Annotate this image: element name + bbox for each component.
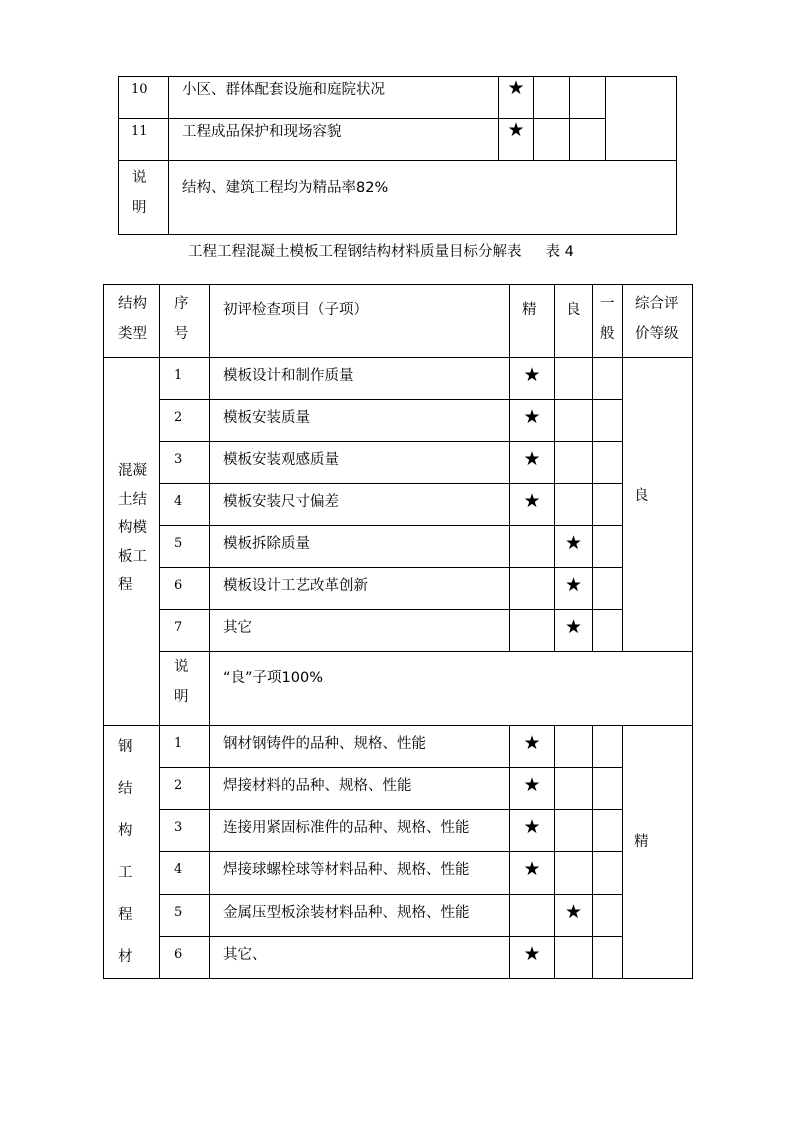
header-good: 良 — [555, 285, 593, 358]
good-mark: ★ — [555, 526, 593, 568]
row-number: 4 — [160, 852, 210, 894]
table-row — [104, 568, 693, 610]
good-mark: ★ — [555, 568, 593, 610]
row-number: 10 — [119, 77, 169, 119]
excellent-mark — [510, 568, 555, 610]
table-caption — [188, 242, 574, 262]
good-mark: ★ — [555, 894, 593, 936]
excellent-mark: ★ — [510, 852, 555, 894]
header-structure-type: 结构 类型 — [104, 285, 160, 358]
inspection-item: 小区、群体配套设施和庭院状况 — [169, 77, 499, 119]
row-number: 2 — [160, 768, 210, 810]
inspection-item: 模板拆除质量 — [210, 526, 510, 568]
table-row — [104, 526, 693, 568]
excellent-mark — [510, 526, 555, 568]
star-mark: ★ — [499, 77, 534, 119]
inspection-item: 金属压型板涂装材料品种、规格、性能 — [210, 894, 510, 936]
row-number: 5 — [160, 526, 210, 568]
structure-type-steel: 钢 结 构 工 程 材 — [104, 726, 160, 979]
top-table — [118, 76, 677, 235]
good-mark — [555, 484, 593, 526]
note-text: “良”子项100% — [210, 652, 693, 726]
good-mark — [555, 358, 593, 400]
overall-rating-steel: 精 — [623, 726, 693, 979]
table-4 — [103, 284, 693, 979]
structure-type-formwork: 混凝 土结 构模 板工 程 — [104, 358, 160, 726]
row-number: 3 — [160, 442, 210, 484]
row-number: 6 — [160, 568, 210, 610]
inspection-item: 连接用紧固标准件的品种、规格、性能 — [210, 810, 510, 852]
header-overall-rating: 综合评 价等级 — [623, 285, 693, 358]
good-mark: ★ — [555, 610, 593, 652]
good-mark — [555, 852, 593, 894]
header-general: 一 般 — [593, 285, 623, 358]
row-number: 11 — [119, 119, 169, 161]
star-mark: ★ — [499, 119, 534, 161]
inspection-item: 工程成品保护和现场容貌 — [169, 119, 499, 161]
caption-title: 工程工程混凝土模板工程钢结构材料质量目标分解表 — [188, 244, 522, 260]
row-number: 3 — [160, 810, 210, 852]
row-number: 7 — [160, 610, 210, 652]
table-row — [104, 726, 693, 768]
header-row — [104, 285, 693, 358]
table-row — [119, 119, 677, 161]
overall-cell — [606, 77, 677, 161]
inspection-item: 模板安装尺寸偏差 — [210, 484, 510, 526]
table-row — [104, 610, 693, 652]
good-mark — [555, 400, 593, 442]
good-mark — [555, 768, 593, 810]
row-number: 4 — [160, 484, 210, 526]
table-row — [104, 810, 693, 852]
excellent-mark: ★ — [510, 358, 555, 400]
row-number: 1 — [160, 358, 210, 400]
good-mark — [555, 726, 593, 768]
excellent-mark: ★ — [510, 484, 555, 526]
inspection-item: 模板安装质量 — [210, 400, 510, 442]
inspection-item: 焊接球螺栓球等材料品种、规格、性能 — [210, 852, 510, 894]
inspection-item: 其它 — [210, 610, 510, 652]
inspection-item: 钢材钢铸件的品种、规格、性能 — [210, 726, 510, 768]
table-row — [104, 442, 693, 484]
excellent-mark: ★ — [510, 442, 555, 484]
table-row — [104, 768, 693, 810]
header-number: 序 号 — [160, 285, 210, 358]
table-row — [104, 358, 693, 400]
caption-tag: 表 4 — [545, 244, 574, 260]
note-row — [104, 652, 693, 726]
excellent-mark — [510, 894, 555, 936]
excellent-mark: ★ — [510, 768, 555, 810]
header-excellent: 精 — [510, 285, 555, 358]
note-label: 说 明 — [160, 652, 210, 726]
note-label: 说 明 — [119, 161, 169, 235]
row-number: 6 — [160, 936, 210, 978]
excellent-mark: ★ — [510, 810, 555, 852]
note-text: 结构、建筑工程均为精品率82% — [169, 161, 677, 235]
table-row — [104, 936, 693, 978]
inspection-item: 模板设计和制作质量 — [210, 358, 510, 400]
excellent-mark: ★ — [510, 936, 555, 978]
header-inspection-item: 初评检查项目（子项） — [210, 285, 510, 358]
table-row — [104, 894, 693, 936]
inspection-item: 其它、 — [210, 936, 510, 978]
row-number: 2 — [160, 400, 210, 442]
row-number: 1 — [160, 726, 210, 768]
inspection-item: 模板设计工艺改革创新 — [210, 568, 510, 610]
table-row — [104, 852, 693, 894]
excellent-mark — [510, 610, 555, 652]
row-number: 5 — [160, 894, 210, 936]
table-row — [104, 400, 693, 442]
inspection-item: 焊接材料的品种、规格、性能 — [210, 768, 510, 810]
good-mark — [555, 442, 593, 484]
good-mark — [555, 936, 593, 978]
overall-rating-formwork: 良 — [623, 358, 693, 652]
good-mark — [555, 810, 593, 852]
inspection-item: 模板安装观感质量 — [210, 442, 510, 484]
table-row — [119, 77, 677, 119]
table-row — [104, 484, 693, 526]
excellent-mark: ★ — [510, 726, 555, 768]
excellent-mark: ★ — [510, 400, 555, 442]
note-row — [119, 161, 677, 235]
